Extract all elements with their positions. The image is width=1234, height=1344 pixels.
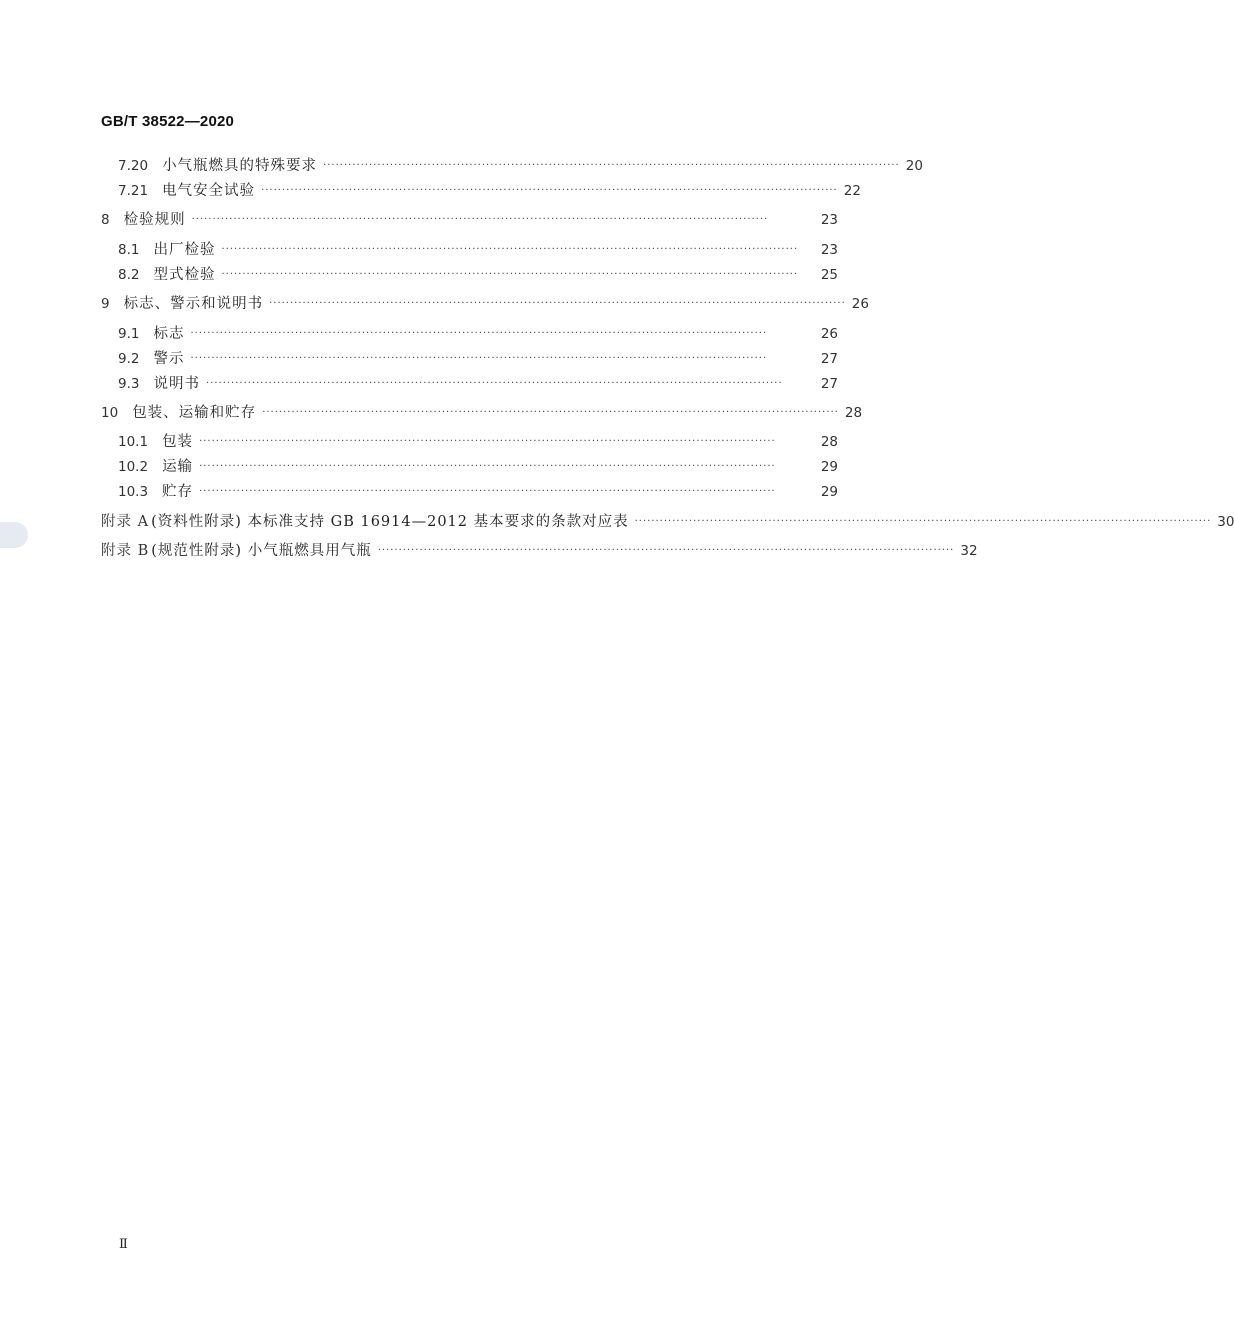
toc-entry-title: 电气安全试验: [162, 183, 256, 199]
toc-entry[interactable]: [118, 482, 838, 502]
toc-entry[interactable]: [101, 403, 863, 423]
toc-entry-page: 20: [905, 158, 923, 174]
toc-entry[interactable]: [118, 432, 838, 452]
toc-entry-number: 附录 A: [101, 514, 150, 530]
toc-entry[interactable]: [101, 294, 869, 314]
toc-entry[interactable]: [118, 324, 838, 344]
toc-entry-page: 27: [820, 351, 838, 367]
toc-leader-dots: ··········································································································································: [262, 407, 839, 418]
toc-entry[interactable]: [101, 210, 838, 230]
toc-leader-dots: ··········································································································································: [199, 486, 776, 497]
toc-entry-number: 10.1: [118, 434, 149, 450]
toc-entry-title: 警示: [153, 351, 185, 367]
toc-entry-title: 标志、警示和说明书: [123, 296, 264, 312]
toc-entry-title: 贮存: [162, 484, 194, 500]
toc-entry-number: 8.2: [118, 267, 140, 283]
toc-entry-number: 10.2: [118, 459, 149, 475]
toc-entry-page: 29: [820, 459, 838, 475]
toc-entry[interactable]: [101, 541, 978, 561]
toc-entry[interactable]: [118, 181, 861, 201]
toc-entry-page: 27: [820, 376, 838, 392]
page-number: Ⅱ: [119, 1237, 128, 1252]
toc-entry[interactable]: [101, 512, 1234, 532]
toc-leader-dots: ··········································································································································: [261, 185, 838, 196]
toc-entry[interactable]: [118, 265, 838, 285]
toc-entry-title: 标志: [153, 326, 185, 342]
toc-entry-number: 8: [101, 212, 110, 228]
toc-entry-title: 检验规则: [123, 212, 186, 228]
toc-entry-title: 运输: [162, 459, 194, 475]
toc-leader-dots: ··········································································································································: [199, 436, 776, 447]
toc-entry-title: 型式检验: [153, 267, 216, 283]
toc-entry-title: (规范性附录) 小气瓶燃具用气瓶: [151, 543, 372, 559]
toc-leader-dots: ··········································································································································: [221, 269, 799, 280]
toc-entry-page: 23: [820, 242, 838, 258]
toc-entry[interactable]: [118, 349, 838, 369]
toc-entry-number: 10: [101, 405, 119, 421]
toc-entry-number: 10.3: [118, 484, 149, 500]
toc-leader-dots: ··········································································································································: [199, 461, 776, 472]
watermark-logo: [0, 522, 28, 548]
toc-leader-dots: ··········································································································································: [634, 516, 1212, 527]
toc-entry-page: 29: [820, 484, 838, 500]
toc-entry-page: 30: [1217, 514, 1234, 530]
document-code: GB/T 38522—2020: [101, 113, 235, 130]
toc-entry-title: 包装: [162, 434, 194, 450]
toc-entry-page: 26: [820, 326, 838, 342]
toc-leader-dots: ··········································································································································: [323, 160, 900, 171]
toc-leader-dots: ··········································································································································: [190, 328, 768, 339]
toc-entry-page: 28: [844, 405, 863, 421]
toc-entry-number: 9.2: [118, 351, 140, 367]
toc-entry[interactable]: [118, 156, 923, 176]
toc-entry[interactable]: [118, 240, 838, 260]
toc-entry-page: 25: [820, 267, 838, 283]
toc-entry-page: 28: [820, 434, 838, 450]
toc-entry[interactable]: [118, 457, 838, 477]
toc-entry-page: 23: [820, 212, 838, 228]
toc-entry-number: 7.21: [118, 183, 149, 199]
toc-entry-page: 32: [960, 543, 978, 559]
toc-entry-number: 7.20: [118, 158, 149, 174]
toc-entry-title: 小气瓶燃具的特殊要求: [162, 158, 318, 174]
toc-leader-dots: ··········································································································································: [205, 378, 783, 389]
toc-entry-title: 说明书: [153, 376, 200, 392]
toc-entry-number: 8.1: [118, 242, 140, 258]
toc-leader-dots: ··········································································································································: [377, 545, 955, 556]
toc-entry-page: 22: [843, 183, 861, 199]
toc-entry[interactable]: [118, 374, 838, 394]
toc-entry-title: (资料性附录) 本标准支持 GB 16914—2012 基本要求的条款对应表: [151, 514, 629, 530]
toc-entry-number: 9: [101, 296, 110, 312]
toc-entry-page: 26: [851, 296, 869, 312]
toc-entry-title: 包装、运输和贮存: [132, 405, 257, 421]
toc-leader-dots: ··········································································································································: [191, 214, 769, 225]
toc-entry-title: 出厂检验: [153, 242, 216, 258]
toc-entry-number: 9.3: [118, 376, 140, 392]
toc-leader-dots: ··········································································································································: [269, 298, 846, 309]
toc-entry-number: 附录 B: [101, 543, 150, 559]
toc-leader-dots: ··········································································································································: [190, 353, 768, 364]
toc-leader-dots: ··········································································································································: [221, 244, 799, 255]
toc-entry-number: 9.1: [118, 326, 140, 342]
